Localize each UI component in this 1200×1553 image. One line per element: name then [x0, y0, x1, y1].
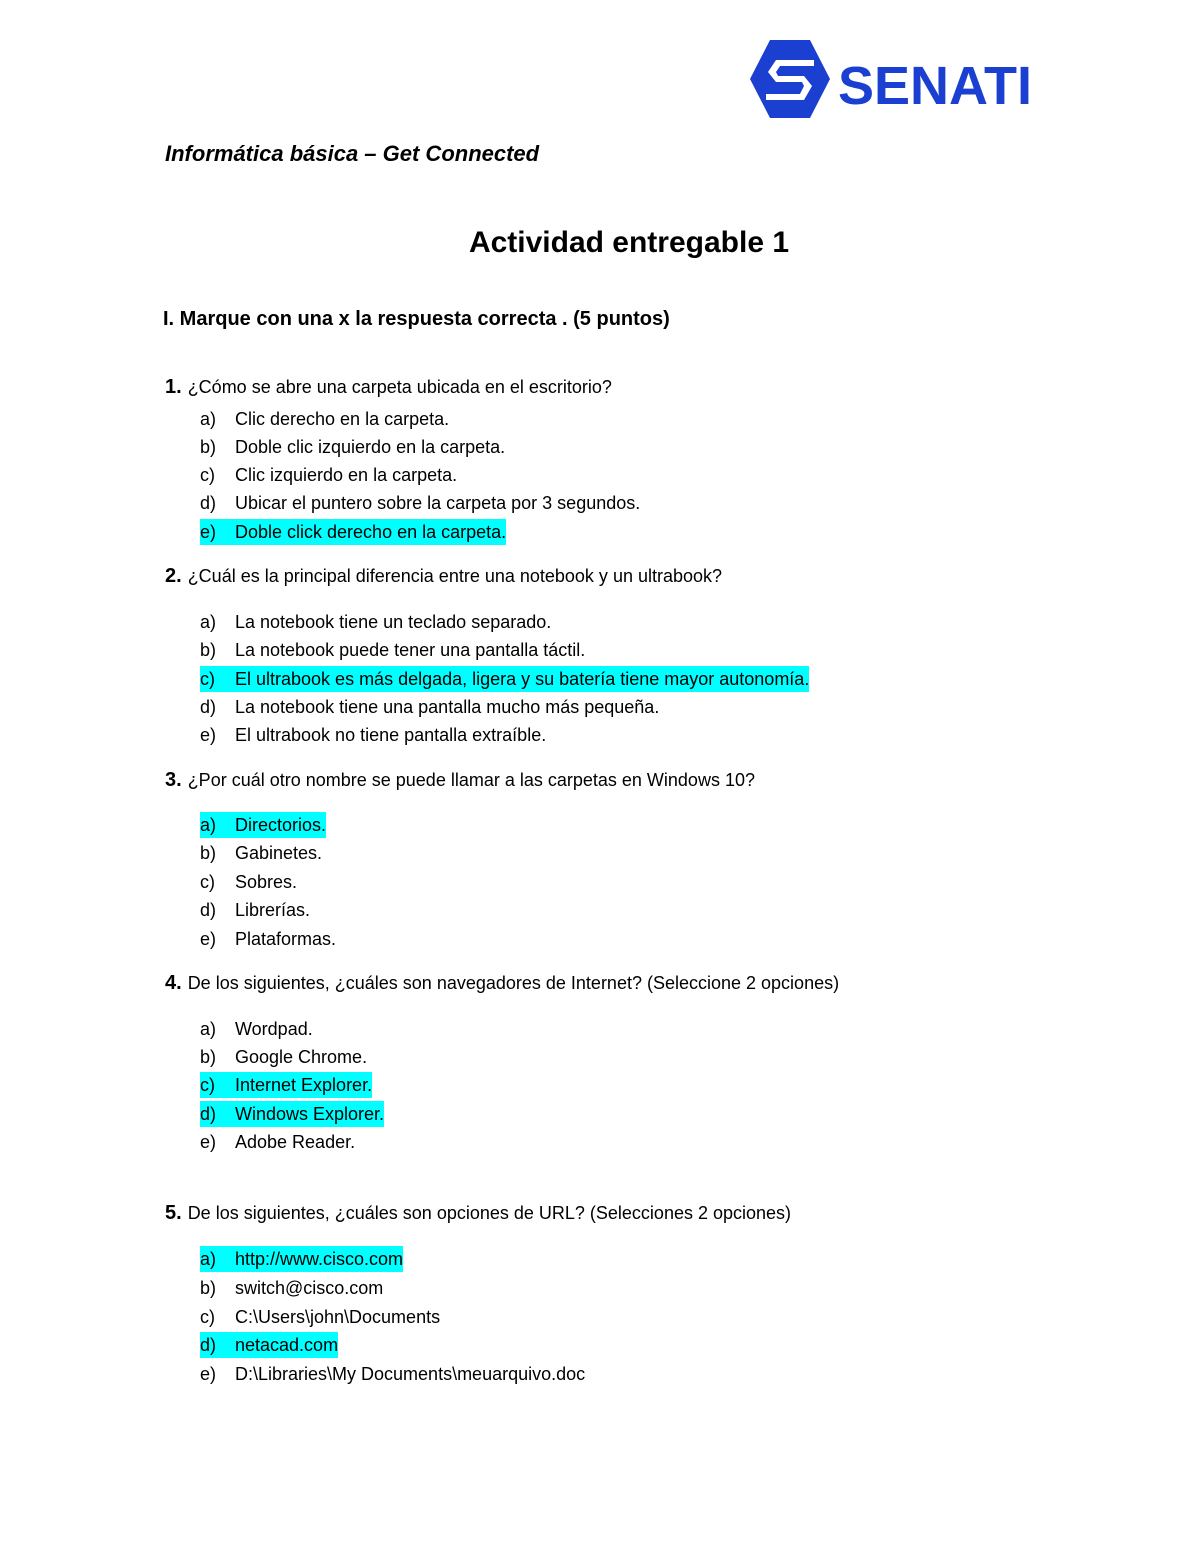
question-number: 2.	[165, 565, 182, 587]
option-2d[interactable]: d) La notebook tiene una pantalla mucho más pequeña.	[200, 697, 660, 717]
option-2c[interactable]: c) El ultrabook es más delgada, ligera y su batería tiene mayor autonomía.	[200, 666, 809, 692]
option-3e[interactable]: e) Plataformas.	[200, 929, 337, 949]
question-2	[165, 565, 722, 588]
option-5c[interactable]: c) C:\Users\john\Documents	[200, 1307, 441, 1327]
option-5e[interactable]: e) D:\Libraries\My Documents\meuarquivo.doc	[200, 1364, 586, 1384]
question-3	[165, 769, 755, 792]
option-4e[interactable]: e) Adobe Reader.	[200, 1132, 356, 1152]
option-1a[interactable]: a) Clic derecho en la carpeta.	[200, 409, 450, 429]
question-number: 1.	[165, 376, 182, 398]
question-4	[165, 972, 839, 995]
option-3a[interactable]: a) Directorios.	[200, 812, 326, 838]
option-4a[interactable]: a) Wordpad.	[200, 1019, 313, 1039]
option-4c[interactable]: c) Internet Explorer.	[200, 1072, 372, 1098]
course-subject: Informática básica – Get Connected	[165, 141, 540, 166]
question-text: ¿Cuál es la principal diferencia entre una notebook y un ultrabook?	[187, 566, 723, 586]
option-3d[interactable]: d) Librerías.	[200, 900, 311, 920]
question-1	[165, 376, 612, 399]
option-5d[interactable]: d) netacad.com	[200, 1332, 338, 1358]
option-4d[interactable]: d) Windows Explorer.	[200, 1101, 384, 1127]
question-number: 3.	[165, 769, 182, 791]
option-1e[interactable]: e) Doble click derecho en la carpeta.	[200, 519, 506, 545]
option-3b[interactable]: b) Gabinetes.	[200, 843, 323, 863]
section-heading: I. Marque con una x la respuesta correcta . (5 puntos)	[163, 308, 670, 330]
option-5b[interactable]: b) switch@cisco.com	[200, 1278, 384, 1298]
question-5	[165, 1202, 791, 1225]
question-text: De los siguientes, ¿cuáles son opciones de URL? (Selecciones 2 opciones)	[187, 1203, 792, 1223]
option-1b[interactable]: b) Doble clic izquierdo en la carpeta.	[200, 437, 506, 457]
question-number: 4.	[165, 972, 182, 994]
question-text: De los siguientes, ¿cuáles son navegadores de Internet? (Seleccione 2 opciones)	[187, 973, 840, 993]
question-text: ¿Cómo se abre una carpeta ubicada en el escritorio?	[187, 377, 612, 397]
option-2b[interactable]: b) La notebook puede tener una pantalla táctil.	[200, 640, 586, 660]
senati-logo	[748, 38, 1048, 120]
option-2e[interactable]: e) El ultrabook no tiene pantalla extraíble.	[200, 725, 547, 745]
option-4b[interactable]: b) Google Chrome.	[200, 1047, 368, 1067]
question-text: ¿Por cuál otro nombre se puede llamar a las carpetas en Windows 10?	[187, 770, 755, 790]
option-2a[interactable]: a) La notebook tiene un teclado separado.	[200, 612, 552, 632]
option-1d[interactable]: d) Ubicar el puntero sobre la carpeta por 3 segundos.	[200, 493, 641, 513]
logo-wordmark: SENATI	[838, 56, 1033, 116]
page-title: Actividad entregable 1	[468, 226, 790, 259]
option-1c[interactable]: c) Clic izquierdo en la carpeta.	[200, 465, 458, 485]
option-5a[interactable]: a) http://www.cisco.com	[200, 1246, 403, 1272]
question-number: 5.	[165, 1202, 182, 1224]
option-3c[interactable]: c) Sobres.	[200, 872, 298, 892]
